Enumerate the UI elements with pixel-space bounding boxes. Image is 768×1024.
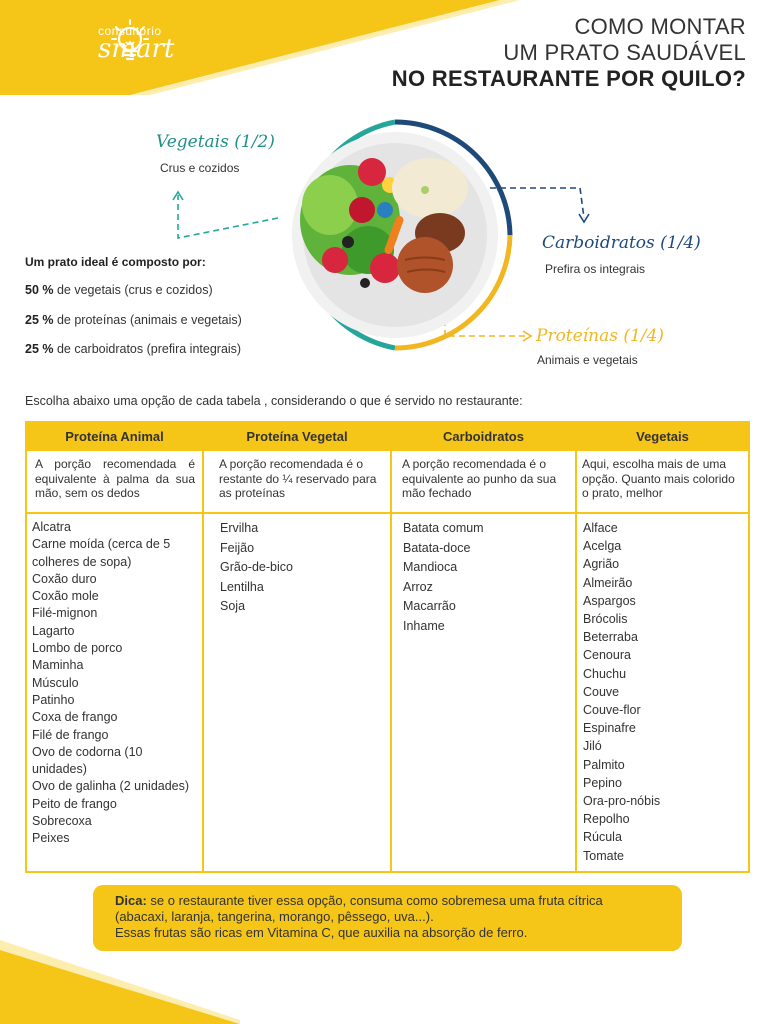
vegetables-arrow [178,195,278,238]
row-divider [27,512,748,514]
page-title-line-2: UM PRATO SAUDÁVEL [503,40,746,65]
animal-protein-list [32,519,197,848]
list-item: Sobrecoxa [32,814,92,829]
vegetable-protein-list [220,519,380,617]
list-item: Aspargos [583,593,636,608]
column-header-vegetable-protein: Proteína Vegetal [246,429,348,444]
list-item: Inhame [403,618,445,633]
column-description: A porção recomendada é o equivalente ao punho da sua mão fechado [402,457,557,500]
list-item: Macarrão [403,599,456,613]
list-item: Grão-de-bico [220,560,293,574]
list-item: Chuchu [583,666,627,681]
list-item: Couve-flor [583,703,641,718]
vegetables-sublabel: Crus e cozidos [160,161,240,175]
list-item: Lombo de porco [32,641,123,656]
tip-line-3: Essas frutas são ricas em Vitamina C, que auxilia na absorção de ferro. [115,925,528,940]
list-item: Acelga [583,539,622,554]
ideal-text: de proteínas (animais e vegetais) [53,313,242,327]
column-header-carbs: Carboidratos [443,429,524,444]
column-divider [575,423,577,871]
list-item: Jiló [583,739,602,754]
page-title-line-3: NO RESTAURANTE POR QUILO? [391,66,746,91]
ideal-pct: 25 % [25,342,54,356]
list-item: Maminha [32,658,84,673]
list-item: Beterraba [583,630,638,645]
list-item: Espinafre [583,721,636,736]
ideal-line-carbs [25,342,241,356]
column-header-animal-protein: Proteína Animal [65,429,164,444]
ideal-plate-heading: Um prato ideal é composto por: [25,255,206,269]
list-item: Lentilha [220,579,264,594]
ideal-pct: 50 % [25,283,54,297]
column-divider [202,423,204,871]
ideal-line-proteins [25,313,242,327]
vegetables-list [583,519,743,865]
list-item: Brócolis [583,612,628,627]
ideal-line-vegetables [25,283,213,297]
list-item: Batata-doce [403,540,471,555]
carbs-label: Carboidratos (1/4) [542,233,701,253]
list-item: Almeirão [583,575,633,590]
list-item: Peito de frango [32,796,117,811]
list-item: Coxão duro [32,571,97,586]
brand-big-text: smart [98,34,175,64]
list-item: Alcatra [32,520,71,534]
list-item: Ervilha [220,521,259,535]
ideal-text: de carboidratos (prefira integrais) [53,342,242,356]
tip-line-1: se o restaurante tiver essa opção, consuma como sobremesa uma fruta cítrica [146,893,603,908]
list-item: Mandioca [403,560,458,574]
list-item: Tomate [583,848,624,863]
column-description: Aqui, escolha mais de uma opção. Quanto mais colorido o prato, melhor [582,457,735,500]
proteins-label: Proteínas (1/4) [536,326,664,346]
list-item: Agrião [583,557,620,572]
list-item: Alface [583,521,618,535]
column-description: A porção recomendada é o restante do ¼ reservado para as proteínas [219,457,377,500]
list-item: Ora-pro-nóbis [583,794,661,809]
list-item: Arroz [403,579,433,594]
list-item: Patinho [32,692,75,707]
list-item: Coxão mole [32,589,99,604]
column-divider [390,423,392,871]
list-item: Pepino [583,775,622,790]
ideal-text: de vegetais (crus e cozidos) [53,283,213,297]
list-item: Repolho [583,812,630,827]
list-item: Cenoura [583,648,631,663]
list-item: Ovo de codorna (10 unidades) [32,744,143,777]
tip-label: Dica: [115,893,147,908]
vegetables-label: Vegetais (1/2) [156,132,275,152]
brand-small-text: consultório [98,24,162,38]
list-item: Rúcula [583,830,622,845]
list-item: Feijão [220,540,255,555]
list-item: Peixes [32,831,70,846]
list-item: Soja [220,599,246,613]
carbs-list [403,519,563,636]
tip-line-2: (abacaxi, laranja, tangerina, morango, pêssego, uva...). [115,909,434,924]
list-item: Ovo de galinha (2 unidades) [32,779,190,794]
page-title-line-1: COMO MONTAR [574,14,746,39]
instruction-text: Escolha abaixo uma opção de cada tabela , considerando o que é servido no restaurante: [25,394,523,408]
list-item: Filé-mignon [32,606,98,621]
list-item: Carne moída (cerca de 5 colheres de sopa) [32,537,171,569]
list-item: Palmito [583,757,625,772]
list-item: Batata comum [403,521,484,535]
list-item: Couve [583,684,620,699]
column-header-vegetables: Vegetais [636,429,689,444]
footer-yellow-band [0,930,240,1024]
column-description: A porção recomendada é equivalente à palma da sua mão, sem os dedos [35,457,195,500]
list-item: Músculo [32,675,79,690]
list-item: Lagarto [32,623,75,638]
ideal-pct: 25 % [25,313,54,327]
carbs-sublabel: Prefira os integrais [545,262,646,276]
food-options-table [25,421,750,873]
proteins-sublabel: Animais e vegetais [537,353,638,367]
list-item: Filé de frango [32,727,109,742]
list-item: Coxa de frango [32,710,118,725]
